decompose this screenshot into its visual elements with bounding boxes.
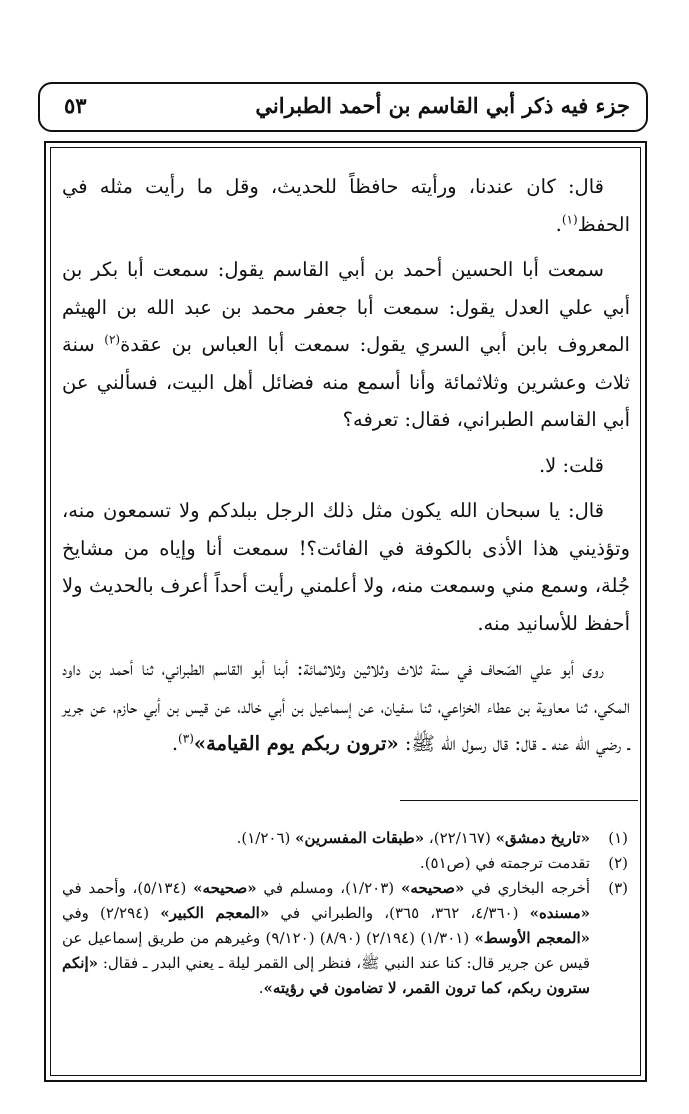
footnote-3-quote: «إنكم سترون ربكم، كما ترون القمر، لا تضامون في رؤيته» [62, 954, 590, 997]
footnote-3-source-5: «المعجم الأوسط» [474, 929, 590, 947]
footnote-2-text: تقدمت ترجمته في (ص٥١). [419, 854, 590, 872]
page-number: ٥٣ [64, 93, 87, 118]
footnote-1-number: (١) [608, 829, 628, 847]
paragraph-1 [62, 168, 630, 243]
paragraph-1-text: قال: كان عندنا، ورأيته حافظاً للحديث، وقل ما رأيت مثله في الحفظ [62, 175, 630, 236]
footnote-1-text [62, 826, 590, 851]
footnote-3-part-3: (٥/١٣٤)، وأحمد في [62, 879, 194, 897]
footnote-3-part-6: (١/٣٠١) (٢/١٩٤) (٨/٩٠) (٩/١٢٠) وغيرهم من طريق إسماعيل عن قيس عن جرير قال: كنا عند النبي ﷺ، فنظر إلى القمر ليلة ـ يعني البدر ـ فقال: [62, 929, 590, 972]
footnote-3-source-3: «مسنده» [529, 904, 591, 922]
footnote-3 [62, 876, 628, 1001]
paragraph-2-text-a: سمعت أبا الحسين أحمد بن أبي القاسم يقول: سمعت أبا بكر بن أبي علي العدل يقول: سمعت أبا جعفر محمد بن عبد الله بن الهيثم المعروف بابن أبي السري يقول: سمعت أبا العباس بن عقدة [62, 258, 630, 356]
footnote-3-source-1: «صحيحه» [400, 879, 465, 897]
footnote-separator [400, 800, 638, 801]
paragraph-1-end: . [555, 212, 562, 236]
footnote-1-cite-b: (١/٢٠٦). [236, 829, 296, 847]
paragraph-4 [62, 492, 630, 642]
paragraph-5-text: روى أبو علي الصّحاف في سنة ثلاث وثلاثين وثلاثمائة: أبنا أبو القاسم الطبراني، ثنا أحمد بن داود المكي، ثنا معاوية بن عطاء الخزاعي، ثنا سفيان، عن إسماعيل بن أبي خالد، عن قيس بن أبي حازم، عن جرير ـ رضي الله عنه ـ قال: قال رسول الله ﷺ: [62, 657, 630, 755]
footnote-ref-3[interactable]: (٣) [178, 731, 194, 746]
paragraph-2 [62, 251, 630, 439]
footnotes [62, 826, 628, 1001]
footnote-1-source-a: «تاريخ دمشق» [495, 829, 590, 847]
paragraph-2-text-b: سنة ثلاث وعشرين وثلاثمائة وأنا أسمع منه فضائل أهل البيت، فسألني عن أبي القاسم الطبراني، فقال: تعرفه؟ [62, 333, 630, 431]
footnote-1-cite-a: (٢٢/١٦٧)، [424, 829, 496, 847]
footnote-3-part-4: (٤/٣٦٠، ٣٦٢، ٣٦٥)، والطبراني في [269, 904, 530, 922]
footnote-3-end: . [258, 979, 264, 997]
footnote-3-number: (٣) [608, 879, 628, 897]
footnote-2 [62, 851, 628, 876]
footnote-ref-1[interactable]: (١) [561, 212, 578, 226]
paragraph-3 [62, 447, 630, 485]
paragraph-5-end: . [171, 732, 179, 755]
paragraph-5 [62, 650, 630, 763]
header-title: جزء فيه ذكر أبي القاسم بن أحمد الطبراني [255, 93, 630, 118]
running-header [38, 82, 648, 132]
footnote-1 [62, 826, 628, 851]
paragraph-3-text: قلت: لا. [538, 453, 604, 477]
footnote-2-number: (٢) [608, 854, 628, 872]
main-text [62, 168, 630, 771]
footnote-3-source-4: «المعجم الكبير» [160, 904, 270, 922]
footnote-1-source-b: «طبقات المفسرين» [295, 829, 425, 847]
footnote-3-part-5: (٢/٢٩٤) وفي [62, 904, 161, 922]
paragraph-4-text: قال: يا سبحان الله يكون مثل ذلك الرجل ببلدكم ولا تسمعون منه، وتؤذيني هذا الأذى بالكوفة في الفائت؟! سمعت أنا وإياه من مشايخ جُلة، وسمع مني وسمعت منه، ولا أعلمني رأيت أحداً أعرف بالحديث ولا أحفظ للأسانيد منه. [62, 499, 630, 635]
footnote-ref-2[interactable]: (٢) [104, 332, 121, 347]
footnote-3-part-2: (١/٢٠٣)، ومسلم في [256, 879, 401, 897]
footnote-3-part-1: أخرجه البخاري في [464, 879, 591, 897]
footnote-3-source-2: «صحيحه» [193, 879, 257, 897]
footnote-3-text [62, 876, 590, 1001]
hadith-quote: «ترون ربكم يوم القيامة» [193, 732, 399, 755]
